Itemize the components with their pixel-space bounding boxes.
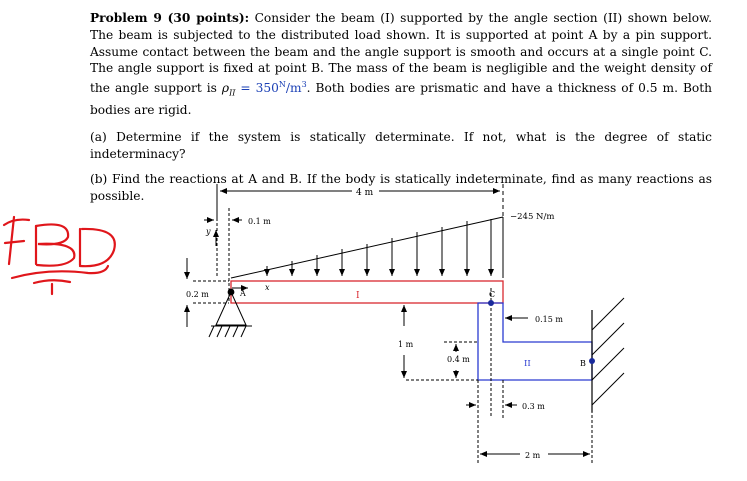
small-offset-dimension [204, 208, 271, 303]
span-label: 4 m [356, 188, 374, 198]
small-offset-label: 0.1 m [248, 217, 271, 226]
unit-exp: 3 [301, 80, 307, 90]
beam-thickness-dimension [186, 258, 229, 327]
angle-width-dimension [478, 380, 592, 465]
unit-den: m [290, 81, 302, 96]
fbd-annotation [4, 217, 115, 294]
fixed-support-b [580, 298, 624, 412]
angle-thickness-dimension [444, 342, 478, 378]
contact-point-c [488, 288, 495, 418]
beam-one [231, 281, 503, 303]
point-b-label: B [580, 359, 586, 368]
x-axis [232, 283, 270, 292]
y-axis [205, 227, 216, 246]
c-offset-label: 0.15 m [535, 315, 563, 324]
problem-intro: Problem 9 (30 points): Consider the beam (I) supported by the angle section (II) shown below. The beam is subjected to the distributed load shown. It is supported at point A by a pin support. Assume contact between the beam and the angle support is smooth and occurs at a single point C. The angle support is fixed at point B. The mass of the beam is negligible and the weight density of the angle support is $\rho_{II} = 350^N/m^3$. Both bodies are prismatic and have a thickness of 0.5 m. Both bodies are rigid. [90, 11, 712, 118]
point-a-label: A [240, 289, 246, 298]
rho-symbol: ρ [221, 81, 230, 96]
unit-num: N [278, 80, 286, 90]
intro-text: Consider the beam (I) supported by the angle section (II) shown below. The beam is subjected to the distributed load shown. It is supported at point A by a pin support. Assume contact between the beam and the angle support is smooth and occurs at a single point C. The angle support is fixed at point B. The mass of the beam is negligible and the weight density of the angle support is [90, 11, 712, 96]
angle-width-label: 2 m [525, 451, 541, 460]
angle-label: II [524, 359, 531, 369]
part-a: (a) Determine if the system is statically determinate. If not, what is the degree of static indeterminacy? [90, 130, 712, 162]
angle-leg-label: 0.3 m [522, 402, 545, 411]
point-c-label: C [489, 290, 496, 299]
problem-heading: Problem 9 (30 points): [90, 11, 250, 25]
beam-thickness-label: 0.2 m [186, 290, 209, 299]
rho-value: = 350 [235, 81, 279, 96]
part-b: (b) Find the reactions at A and B. If the body is statically indeterminate, find as many reactions as possible. [90, 171, 712, 203]
distributed-load [231, 212, 554, 278]
beam-label: I [356, 291, 360, 301]
rho-subscript: II [229, 88, 236, 98]
load-label: −245 N/m [510, 212, 555, 222]
drop-label: 1 m [398, 340, 414, 349]
c-offset-dimension [505, 315, 563, 324]
intro-tail: . Both bodies are prismatic and have a thickness of 0.5 m. Both bodies are rigid. [90, 81, 712, 118]
angle-thickness-label: 0.4 m [447, 355, 470, 364]
y-axis-label: y [206, 227, 211, 236]
x-axis-label: x [265, 283, 270, 292]
